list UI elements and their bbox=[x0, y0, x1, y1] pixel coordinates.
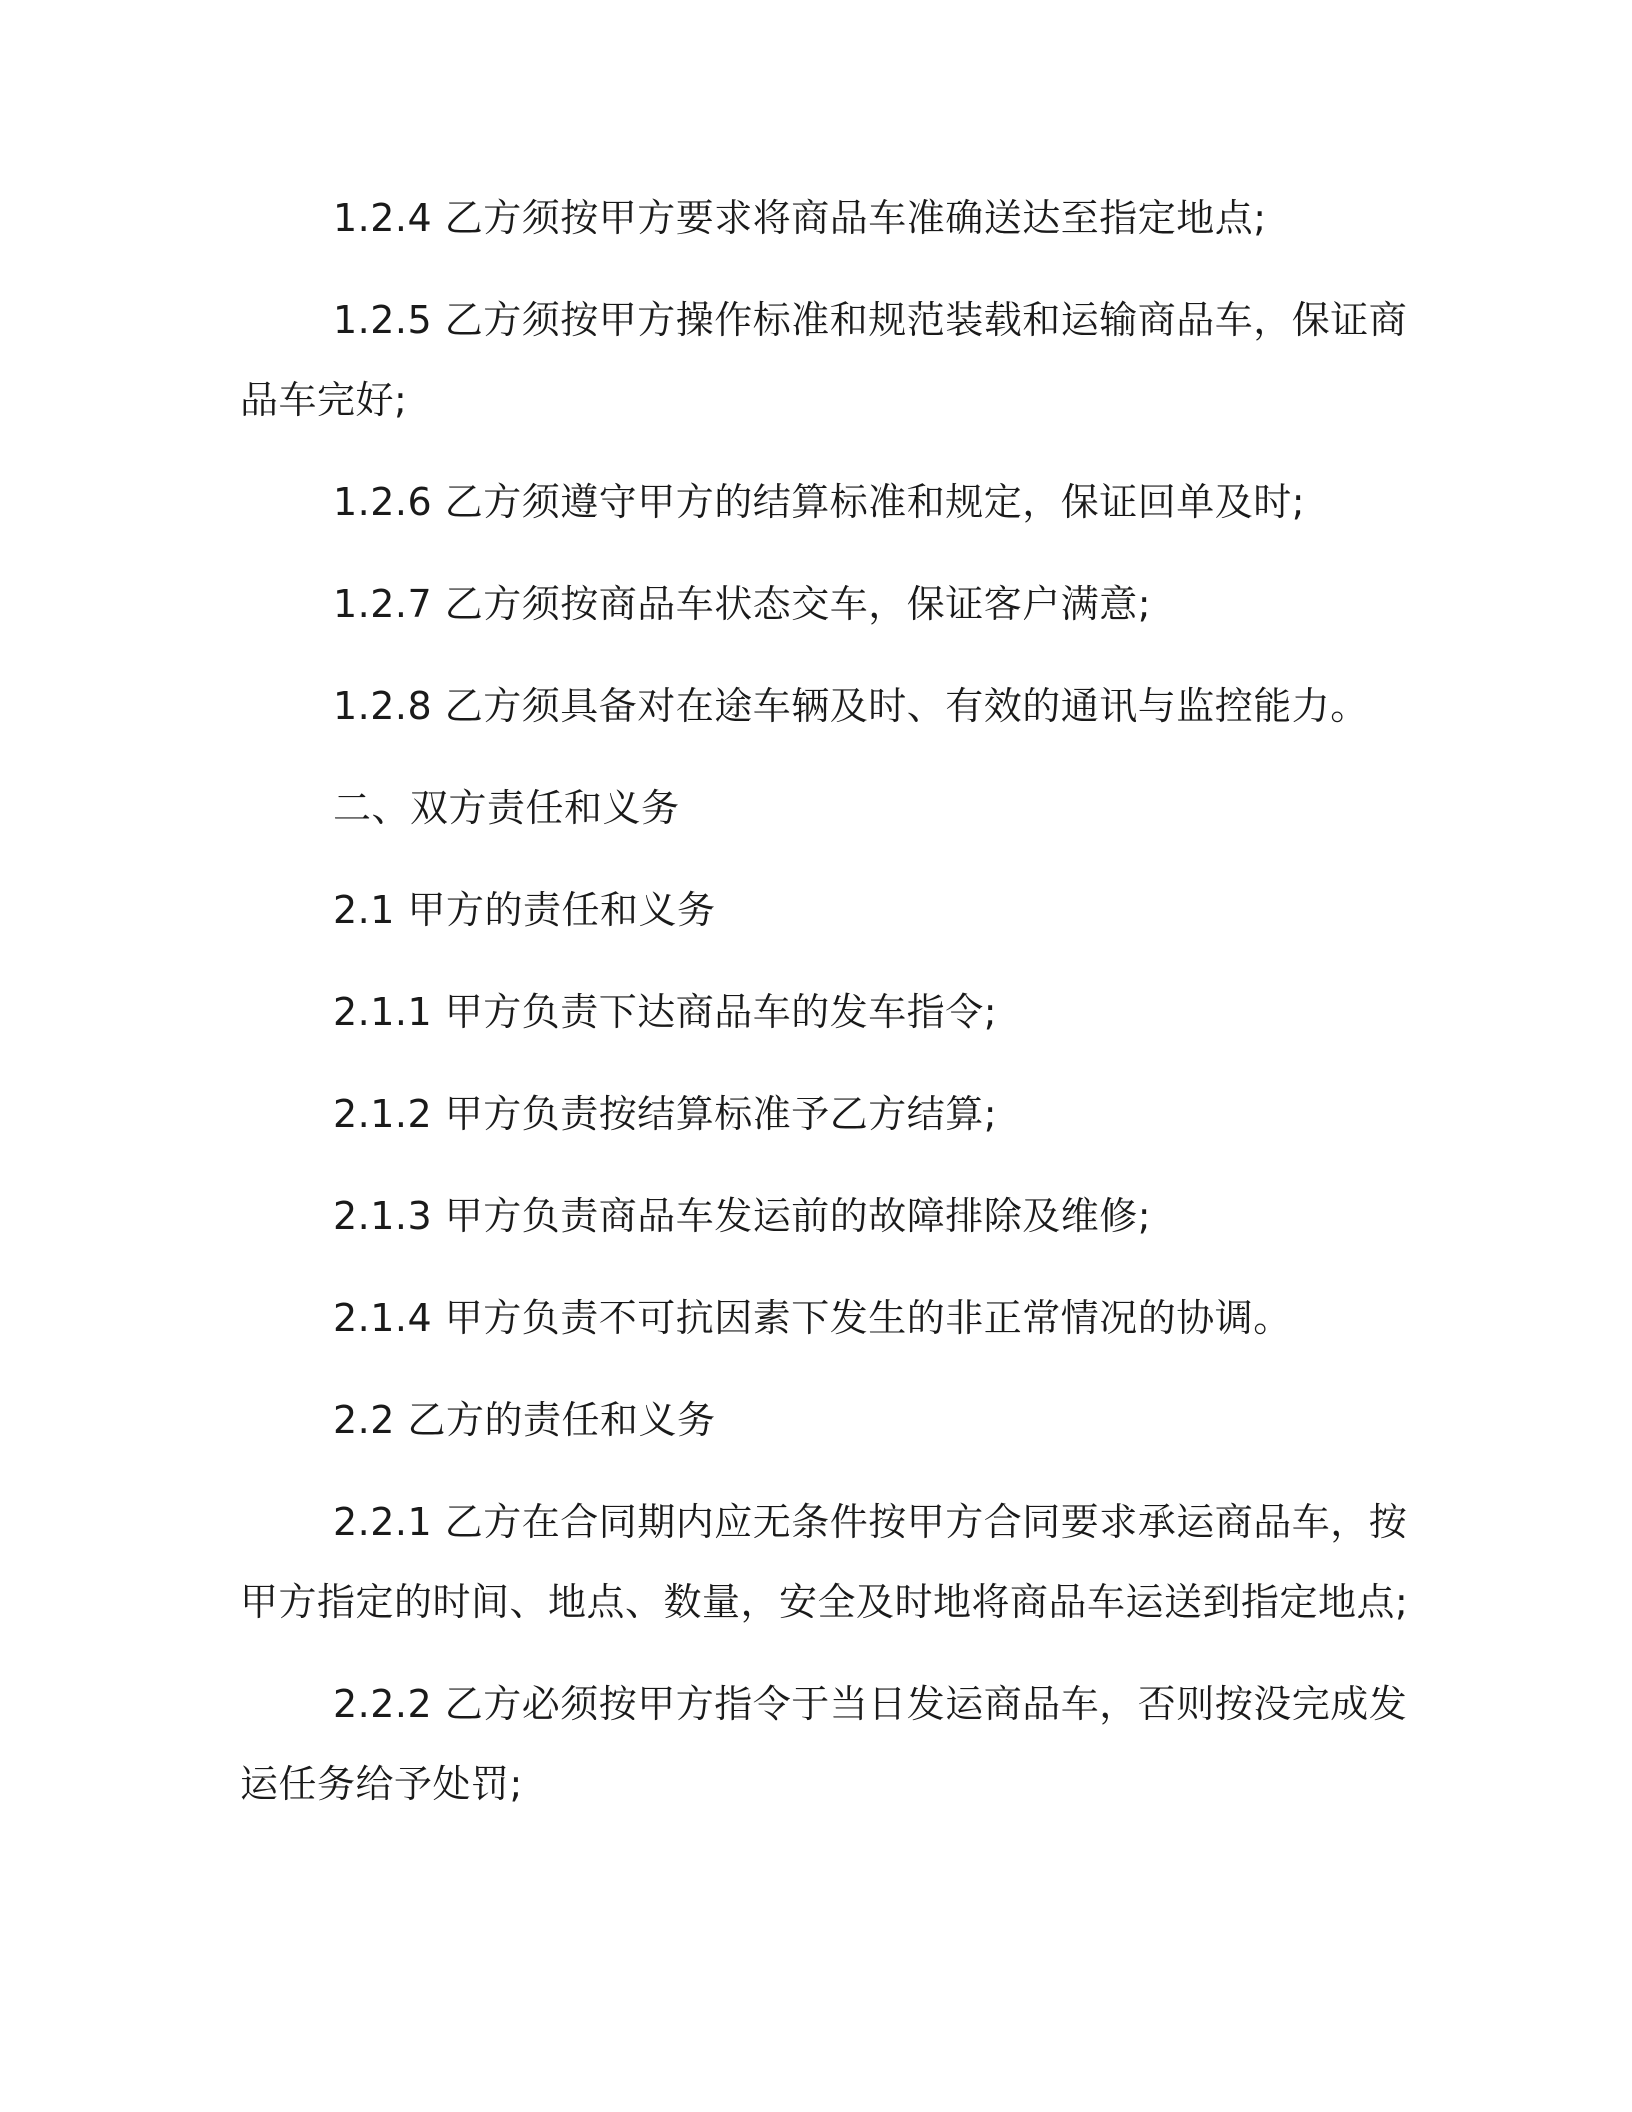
subsection-heading-2-1: 2.1 甲方的责任和义务 bbox=[333, 888, 716, 932]
clause-2-1-3: 2.1.3 甲方负责商品车发运前的故障排除及维修; bbox=[333, 1194, 1152, 1238]
clause-2-2-1-continued: 甲方指定的时间、地点、数量，安全及时地将商品车运送到指定地点; bbox=[240, 1580, 1409, 1624]
clause-1-2-5: 1.2.5 乙方须按甲方操作标准和规范装载和运输商品车，保证商 bbox=[333, 298, 1408, 342]
section-heading-2: 二、双方责任和义务 bbox=[333, 786, 680, 830]
subsection-heading-2-2: 2.2 乙方的责任和义务 bbox=[333, 1398, 716, 1442]
clause-1-2-5-continued: 品车完好; bbox=[240, 378, 408, 422]
clause-1-2-6: 1.2.6 乙方须遵守甲方的结算标准和规定，保证回单及时; bbox=[333, 480, 1306, 524]
clause-2-2-2: 2.2.2 乙方必须按甲方指令于当日发运商品车，否则按没完成发 bbox=[333, 1682, 1408, 1726]
clause-1-2-7: 1.2.7 乙方须按商品车状态交车，保证客户满意; bbox=[333, 582, 1152, 626]
clause-2-2-1: 2.2.1 乙方在合同期内应无条件按甲方合同要求承运商品车，按 bbox=[333, 1500, 1408, 1544]
clause-2-1-1: 2.1.1 甲方负责下达商品车的发车指令; bbox=[333, 990, 998, 1034]
clause-2-1-2: 2.1.2 甲方负责按结算标准予乙方结算; bbox=[333, 1092, 998, 1136]
clause-2-1-4: 2.1.4 甲方负责不可抗因素下发生的非正常情况的协调。 bbox=[333, 1296, 1292, 1340]
clause-2-2-2-continued: 运任务给予处罚; bbox=[240, 1762, 523, 1806]
clause-1-2-8: 1.2.8 乙方须具备对在途车辆及时、有效的通讯与监控能力。 bbox=[333, 684, 1369, 728]
clause-1-2-4: 1.2.4 乙方须按甲方要求将商品车准确送达至指定地点; bbox=[333, 196, 1267, 240]
